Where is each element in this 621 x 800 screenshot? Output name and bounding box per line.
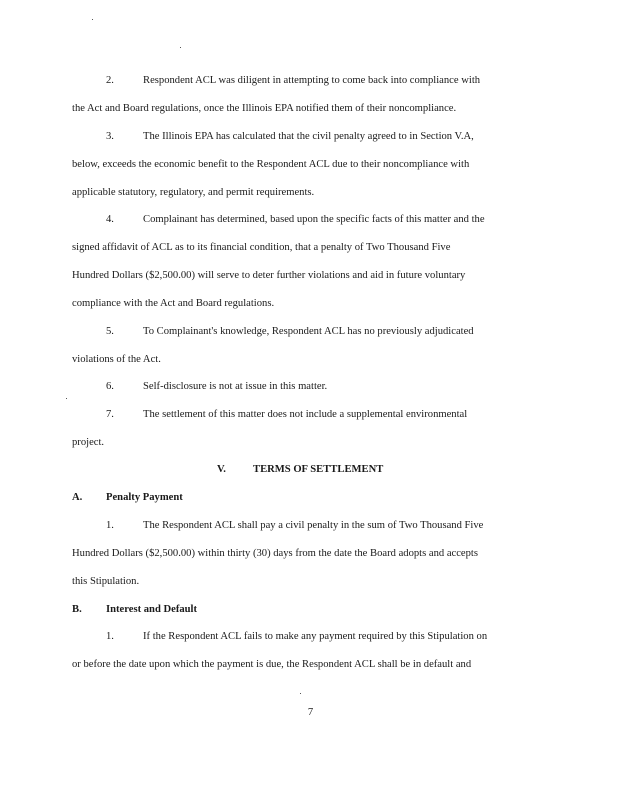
paragraph-number: 3.: [106, 131, 114, 142]
paragraph-line: or before the date upon which the payment is due, the Respondent ACL shall be in default and: [72, 659, 472, 670]
subsection-letter: A.: [72, 492, 83, 503]
paragraph-line: compliance with the Act and Board regulations.: [72, 298, 275, 309]
paragraph-line: To Complainant's knowledge, Respondent ACL has no previously adjudicated: [143, 326, 474, 337]
paragraph-line: project.: [72, 437, 105, 448]
paragraph-line: The settlement of this matter does not include a supplemental environmental: [143, 409, 468, 420]
subsection-title: Penalty Payment: [106, 492, 183, 503]
paragraph-number: 6.: [106, 381, 114, 392]
paragraph-line: below, exceeds the economic benefit to the Respondent ACL due to their noncompliance with: [72, 159, 470, 170]
paragraph-line: applicable statutory, regulatory, and permit requirements.: [72, 187, 315, 198]
paragraph-number: 2.: [106, 75, 114, 86]
scan-speck: [180, 47, 181, 48]
page-number: 7: [307, 707, 314, 718]
paragraph-line: the Act and Board regulations, once the Illinois EPA notified them of their noncompliance.: [72, 103, 457, 114]
paragraph-line: violations of the Act.: [72, 354, 161, 365]
paragraph-line: If the Respondent ACL fails to make any payment required by this Stipulation on: [143, 631, 488, 642]
paragraph-number: 1.: [106, 631, 114, 642]
paragraph-line: Respondent ACL was diligent in attempting to come back into compliance with: [143, 75, 481, 86]
paragraph-line: Self-disclosure is not at issue in this matter.: [143, 381, 328, 392]
subsection-letter: B.: [72, 604, 82, 615]
scan-speck: [300, 693, 301, 694]
paragraph-number: 4.: [106, 214, 114, 225]
section-title: TERMS OF SETTLEMENT: [253, 464, 384, 475]
paragraph-line: Hundred Dollars ($2,500.00) will serve to deter further violations and aid in future voluntary: [72, 270, 466, 281]
paragraph-line: The Illinois EPA has calculated that the civil penalty agreed to in Section V.A,: [143, 131, 474, 142]
scan-speck: [92, 19, 93, 20]
section-number: V.: [217, 464, 226, 475]
paragraph-number: 7.: [106, 409, 114, 420]
subsection-title: Interest and Default: [106, 604, 198, 615]
paragraph-line: Hundred Dollars ($2,500.00) within thirty (30) days from the date the Board adopts and accepts: [72, 548, 478, 559]
scan-speck: [66, 398, 67, 399]
paragraph-number: 5.: [106, 326, 114, 337]
paragraph-line: signed affidavit of ACL as to its financial condition, that a penalty of Two Thousand Five: [72, 242, 451, 253]
paragraph-line: The Respondent ACL shall pay a civil penalty in the sum of Two Thousand Five: [143, 520, 484, 531]
paragraph-number: 1.: [106, 520, 114, 531]
paragraph-line: Complainant has determined, based upon the specific facts of this matter and the: [143, 214, 485, 225]
paragraph-line: this Stipulation.: [72, 576, 140, 587]
